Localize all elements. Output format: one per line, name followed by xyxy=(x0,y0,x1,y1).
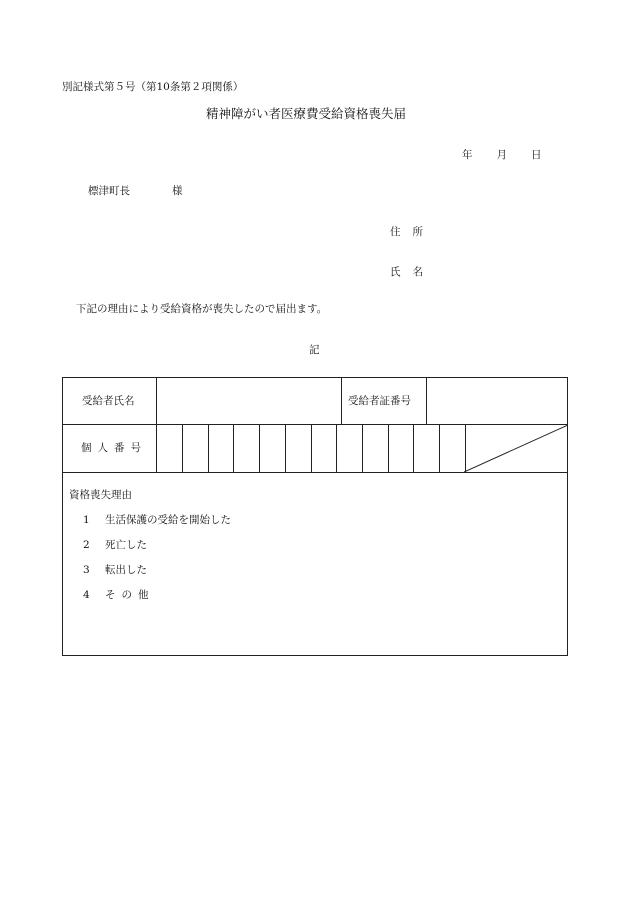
date-year-label: 年 xyxy=(462,149,473,161)
diagonal-slash xyxy=(464,425,568,472)
document-title: 精神障がい者医療費受給資格喪失届 xyxy=(206,106,407,121)
personal-number-digit-input[interactable] xyxy=(234,425,259,472)
personal-number-digit-input[interactable] xyxy=(337,425,362,472)
note-heading: 記 xyxy=(309,344,320,356)
date-day-label: 日 xyxy=(531,149,542,161)
personal-number-label: 個人番号 xyxy=(81,442,147,454)
reason-number: 3 xyxy=(83,564,90,576)
addressee-line xyxy=(88,186,183,197)
reason-item xyxy=(83,565,147,576)
reason-text: その他 xyxy=(105,589,155,601)
reason-number: 1 xyxy=(83,514,90,526)
form-table xyxy=(62,377,568,656)
reason-text: 生活保護の受給を開始した xyxy=(105,514,231,526)
reason-item xyxy=(83,590,155,601)
personal-number-digit-input[interactable] xyxy=(208,425,233,472)
personal-number-digit-input[interactable] xyxy=(388,425,413,472)
digit-cell-divider xyxy=(439,424,440,473)
statement-text: 下記の理由により受給資格が喪失したので届出ます。 xyxy=(76,303,328,315)
unused-digit-diagonal xyxy=(464,425,568,473)
personal-number-digit-input[interactable] xyxy=(363,425,388,472)
form-reference: 別記様式第５号（第10条第２項関係） xyxy=(62,81,244,93)
reason-number: 2 xyxy=(83,539,90,551)
reason-number: 4 xyxy=(83,589,90,601)
recipient-number-field[interactable] xyxy=(427,378,568,424)
address-label: 住所 xyxy=(390,226,435,238)
date-line xyxy=(462,150,542,161)
addressee-honorific: 様 xyxy=(172,185,183,197)
reason-text: 死亡した xyxy=(105,539,147,551)
personal-number-digit-input[interactable] xyxy=(157,425,182,472)
addressee-name: 標津町長 xyxy=(88,185,130,197)
personal-number-digit-input[interactable] xyxy=(183,425,208,472)
personal-number-digit-input[interactable] xyxy=(311,425,336,472)
personal-number-digit-input[interactable] xyxy=(286,425,311,472)
personal-number-digit-input[interactable] xyxy=(414,425,439,472)
recipient-number-divider-left xyxy=(341,378,342,425)
recipient-name-field[interactable] xyxy=(157,378,340,424)
date-month-label: 月 xyxy=(496,149,507,161)
reason-heading: 資格喪失理由 xyxy=(69,489,132,501)
reason-item xyxy=(83,540,147,551)
recipient-number-label: 受給者証番号 xyxy=(348,395,411,407)
personal-number-digit-input[interactable] xyxy=(260,425,285,472)
applicant-name-label: 氏名 xyxy=(390,266,435,278)
reason-item xyxy=(83,515,231,526)
recipient-name-label: 受給者氏名 xyxy=(82,395,135,407)
reason-text: 転出した xyxy=(105,564,147,576)
